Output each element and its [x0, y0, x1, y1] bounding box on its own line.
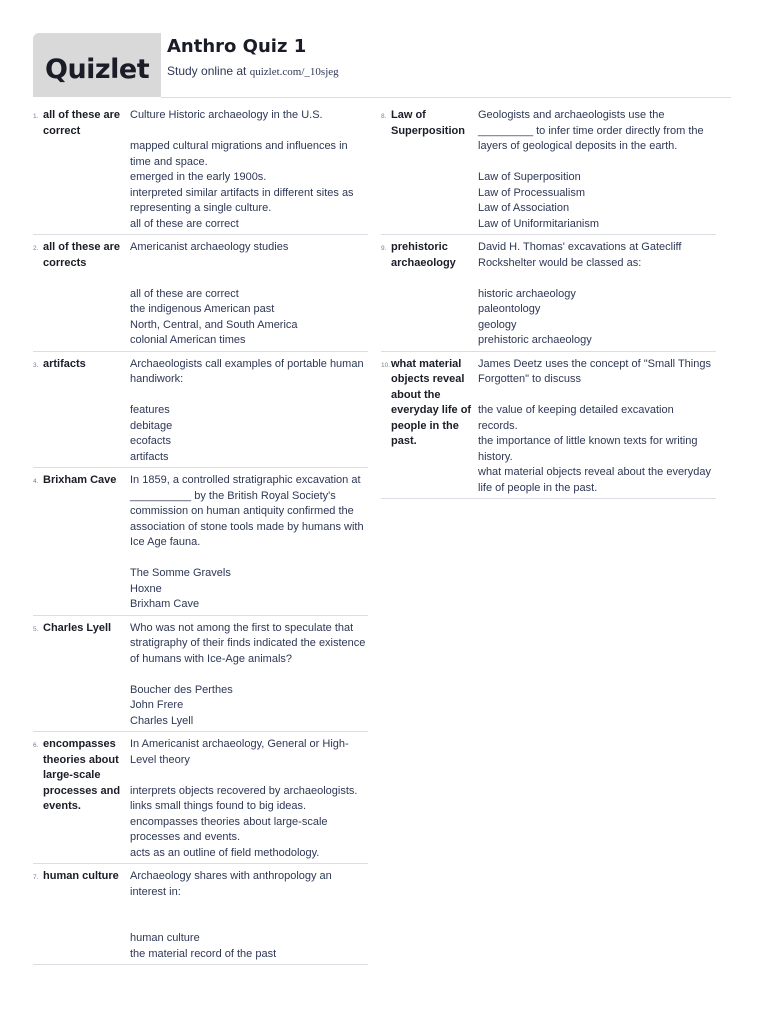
answer-option: mapped cultural migrations and influences in time and space.	[130, 140, 348, 168]
question-text: Culture Historic archaeology in the U.S.	[130, 109, 323, 121]
answer-option: Hoxne	[130, 582, 162, 595]
answer-option: paleontology	[478, 303, 541, 315]
answer-option: colonial American times	[130, 334, 246, 346]
entry-term: Brixham Cave	[43, 474, 117, 486]
answer-option: artifacts	[130, 450, 169, 463]
entry-definition	[478, 357, 716, 497]
entry-definition	[478, 240, 716, 349]
answer-option: human culture	[130, 932, 200, 944]
answer-option: all of these are correct	[130, 217, 239, 230]
flashcard-entry	[381, 108, 716, 235]
study-online-line	[167, 64, 342, 80]
entry-term: encompasses theories about large-scale processes and events.	[43, 738, 121, 812]
answer-option: all of these are correct	[130, 287, 239, 300]
entry-number: 4.	[33, 478, 39, 485]
header-divider	[161, 97, 731, 98]
question-text: Geologists and archaeologists use the _________ to infer time order directly from the layers of geological deposits in the earth.	[478, 109, 704, 152]
logo-text: Quizlet	[45, 54, 150, 85]
entry-definition	[130, 108, 368, 232]
question-text: Americanist archaeology studies	[130, 241, 289, 253]
answer-option: encompasses theories about large-scale processes and events.	[130, 815, 328, 843]
answer-option: Brixham Cave	[130, 598, 200, 610]
flashcard-entry	[381, 357, 716, 500]
entry-number: 9.	[381, 245, 387, 252]
flashcard-entry	[381, 240, 716, 352]
entry-number: 8.	[381, 113, 387, 120]
entry-definition	[130, 357, 368, 466]
answer-option: features	[130, 404, 170, 416]
entry-definition	[130, 621, 368, 730]
study-url-link[interactable]: quizlet.com/_10sjeg	[249, 66, 339, 78]
entry-number: 1.	[33, 113, 39, 120]
answer-option: Law of Superposition	[478, 171, 581, 183]
answer-option: The Somme Gravels	[130, 567, 231, 579]
entry-term: artifacts	[43, 357, 86, 370]
entry-definition	[130, 240, 368, 349]
right-column	[381, 108, 716, 504]
answer-option: emerged in the early 1900s.	[130, 171, 267, 183]
left-column	[33, 108, 368, 970]
answer-option: links small things found to big ideas.	[130, 800, 307, 812]
entry-term: human culture	[43, 870, 119, 882]
answer-option: ecofacts	[130, 435, 171, 447]
answer-option: John Frere	[130, 699, 184, 711]
answer-option: the material record of the past	[130, 947, 277, 960]
question-text: Archaeologists call examples of portable human handiwork:	[130, 357, 364, 385]
study-prefix: Study online at	[167, 64, 250, 78]
answer-option: interprets objects recovered by archaeologists.	[130, 784, 358, 797]
answer-option: prehistoric archaeology	[478, 334, 592, 346]
page-title: Anthro Quiz 1	[167, 36, 307, 57]
answer-option: what material objects reveal about the everyday life of people in the past.	[478, 466, 711, 494]
flashcard-entry	[33, 108, 368, 235]
entry-number: 5.	[33, 625, 39, 633]
flashcard-entry	[33, 869, 368, 965]
entry-term: Charles Lyell	[43, 621, 112, 634]
entry-definition	[130, 473, 368, 613]
answer-option: Law of Association	[478, 202, 570, 214]
flashcard-entry	[33, 737, 368, 864]
answer-option: Charles Lyell	[130, 714, 194, 727]
entry-term: what material objects reveal about the everyday life of people in the past.	[391, 357, 472, 447]
answer-option: historic archaeology	[478, 287, 576, 300]
entry-term: all of these are correct	[43, 109, 121, 137]
answer-option: the indigenous American past	[130, 303, 275, 315]
question-text: Archaeology shares with anthropology an interest in:	[130, 870, 332, 898]
question-text: James Deetz uses the concept of "Small Things Forgotten" to discuss	[478, 357, 711, 385]
question-text: David H. Thomas' excavations at Gatecliff Rockshelter would be classed as:	[478, 241, 682, 269]
entry-term: all of these are corrects	[43, 241, 121, 269]
answer-option: the importance of little known texts for writing history.	[478, 435, 698, 463]
question-text: Who was not among the first to speculate that stratigraphy of their finds indicated the existence of humans with Ice-Age animals?	[130, 621, 366, 665]
entry-term: prehistoric archaeology	[391, 241, 456, 269]
entry-number: 7.	[33, 874, 39, 881]
entry-number: 6.	[33, 742, 39, 749]
answer-option: Law of Uniformitarianism	[478, 217, 600, 230]
entry-definition	[478, 108, 716, 232]
entry-definition	[130, 737, 368, 861]
answer-option: acts as an outline of field methodology.	[130, 846, 320, 859]
entry-number: 10.	[381, 361, 391, 369]
answer-option: North, Central, and South America	[130, 318, 298, 331]
answer-option: Law of Processualism	[478, 186, 585, 199]
question-text: In 1859, a controlled stratigraphic excavation at __________ by the British Royal Society's commission on human antiquity confirmed the association of stone tools made by humans with Ice Age fauna.	[130, 474, 364, 548]
question-text: In Americanist archaeology, General or High-Level theory	[130, 738, 349, 766]
answer-option: Boucher des Perthes	[130, 683, 233, 696]
flashcard-entry	[33, 473, 368, 616]
entry-definition	[130, 869, 368, 962]
entry-number: 3.	[33, 361, 39, 369]
flashcard-entry	[33, 621, 368, 733]
entry-term: Law of Superposition	[391, 109, 465, 137]
flashcard-entry	[33, 240, 368, 352]
quizlet-logo	[33, 33, 161, 97]
answer-option: the value of keeping detailed excavation records.	[478, 404, 674, 432]
flashcard-entry	[33, 357, 368, 469]
answer-option: interpreted similar artifacts in different sites as representing a single culture.	[130, 186, 354, 214]
entry-number: 2.	[33, 245, 39, 252]
answer-option: debitage	[130, 419, 173, 432]
answer-option: geology	[478, 318, 517, 331]
